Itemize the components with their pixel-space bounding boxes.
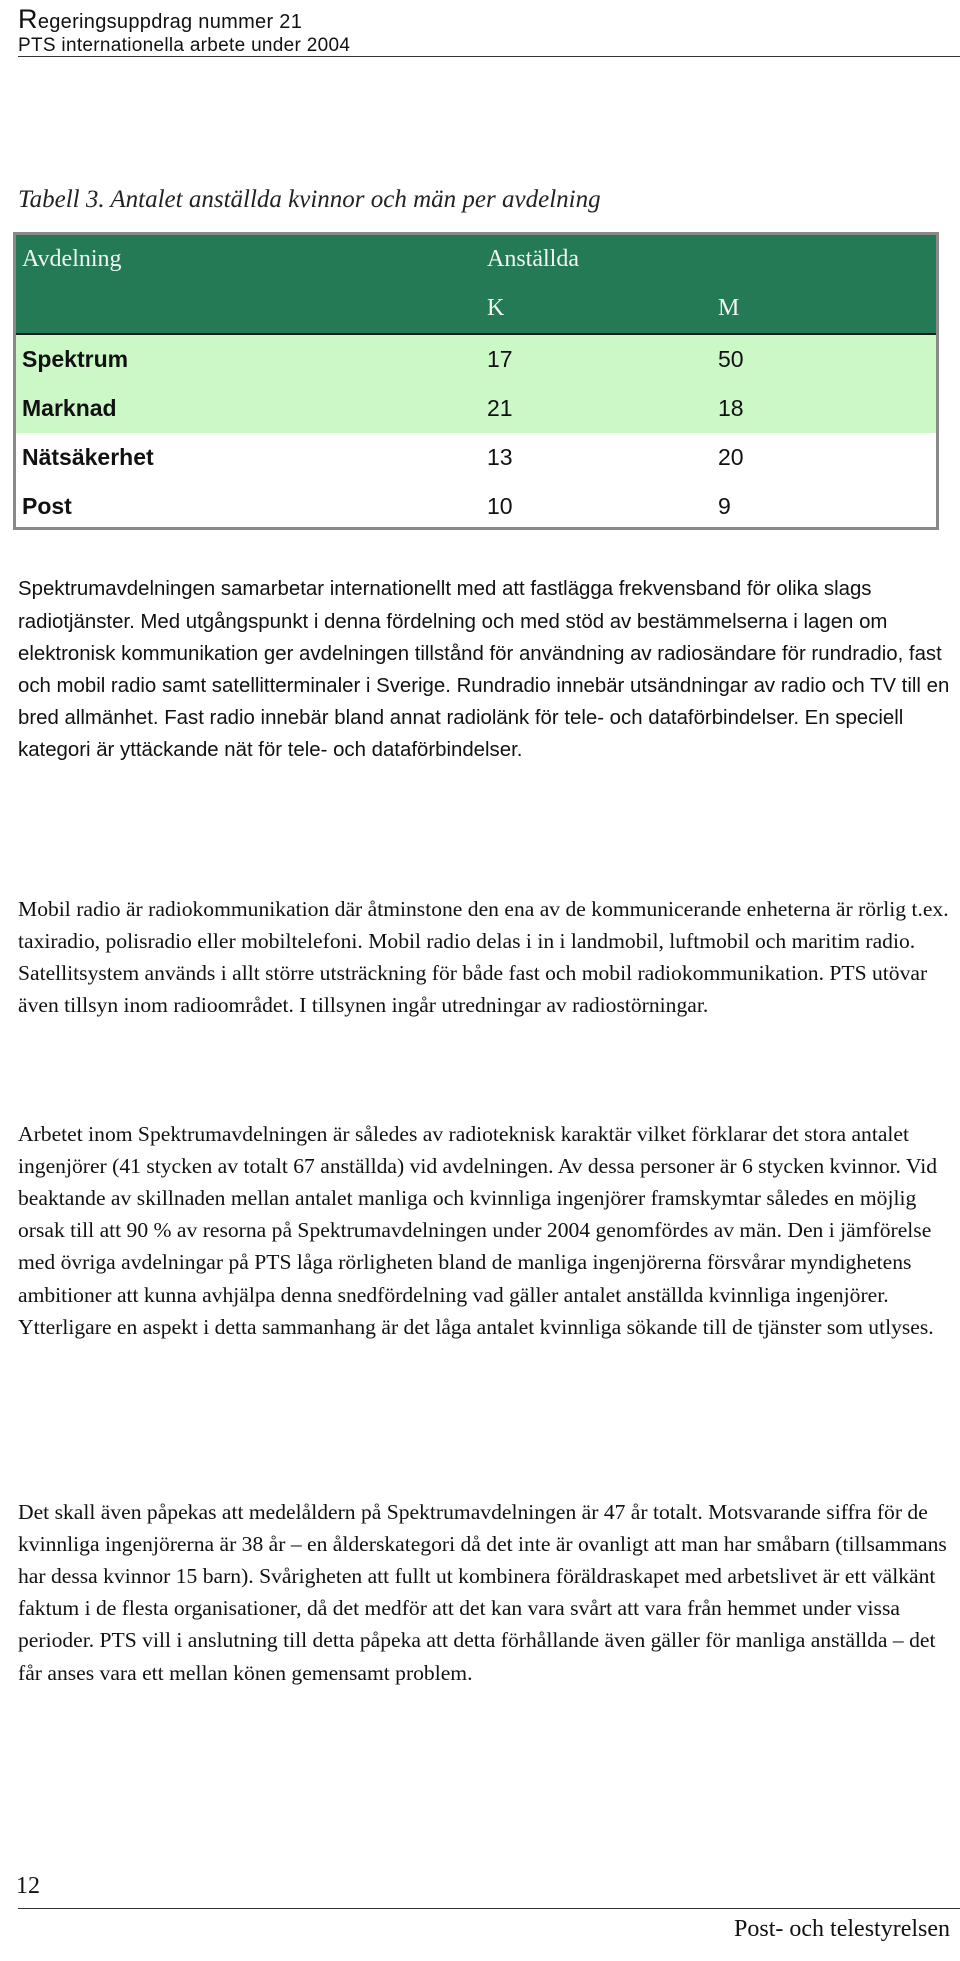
department-name: Spektrum <box>22 346 129 372</box>
men-count: 9 <box>718 493 731 519</box>
paragraph-spektrum: Spektrumavdelningen samarbetar internationellt med att fastlägga frekvensband för olika slags radiotjänster. Med utgångspunkt i denna fördelning och med stöd av bestämmelserna i lagen om elektronisk kommunikation ger avdelningen tillstånd för användning av radiosändare för rundradio, fast och mobil radio samt satellitterminaler i Sverige. Rundradio innebär utsändningar av radio och TV till en bred allmänhet. Fast radio innebär bland annat radiolänk för tele- och dataförbindelser. En speciell kategori är yttäckande nät för tele- och dataförbindelser. <box>18 578 950 762</box>
column-header-department: Avdelning <box>22 246 122 272</box>
paragraph-engineers: Arbetet inom Spektrumavdelningen är således av radioteknisk karaktär vilket förklarar det stora antalet ingenjörer (41 stycken av totalt 67 anställda) vid avdelningen. Av dessa personer är 6 stycken kvinnor. Vid beaktande av skillnaden mellan antalet manliga och kvinnliga ingenjörer framskymtar således en möjlig orsak till att 90 % av resorna på Spektrumavdelningen under 2004 genomfördes av män. Den i jämförelse med övriga avdelningar på PTS låga rörligheten bland de manliga ingenjörerna försvårar myndighetens ambitioner att kunna avhjälpa denna snedfördelning vad gäller antalet anställda kvinnliga ingenjörer. Ytterligare en aspekt i detta sammanhang är det låga antalet kvinnliga sökande till de tjänster som utlyses. <box>18 1121 938 1339</box>
report-title-initial: R <box>18 4 38 34</box>
footer-organization: Post- och telestyrelsen <box>734 1916 950 1942</box>
report-title-rest: egeringsuppdrag nummer 21 <box>37 11 303 33</box>
column-header-men: M <box>718 295 740 321</box>
employees-table <box>13 232 939 530</box>
men-count: 50 <box>718 346 744 372</box>
department-name: Nätsäkerhet <box>22 444 154 470</box>
table-row <box>16 482 936 527</box>
paragraph-average-age: Det skall även påpekas att medelåldern på Spektrumavdelningen är 47 år totalt. Motsvarande siffra för de kvinnliga ingenjörerna är 38 år – en ålderskategori då det inte är ovanligt att man har småbarn (tillsammans har dessa kvinnor 15 barn). Svårigheten att fullt ut kombinera föräldraskapet med arbetslivet är ett välkänt faktum i de flesta organisationer, då det medför att det kan vara svårt att vara från hemmet under vissa perioder. PTS vill i anslutning till detta påpeka att detta förhållande även gäller för manliga anställda – det får anses vara ett mellan könen gemensamt problem. <box>18 1499 947 1685</box>
men-count: 20 <box>718 444 744 470</box>
paragraph-mobile-radio: Mobil radio är radiokommunikation där åtminstone den ena av de kommunicerande enheterna är rörlig t.ex. taxiradio, polisradio eller mobiltelefoni. Mobil radio delas i in i landmobil, luftmobil och maritim radio. Satellitsystem används i allt större utsträckning för både fast och mobil radiokommunikation. PTS utövar även tillsyn inom radioområdet. I tillsynen ingår utredningar av radiostörningar. <box>18 896 949 1018</box>
table-row <box>16 335 936 384</box>
page-header <box>18 6 942 57</box>
column-header-women: K <box>487 295 505 321</box>
table-subheader-row <box>16 284 936 335</box>
table-header-row <box>16 235 936 284</box>
column-header-employees: Anställda <box>487 246 579 272</box>
table-row <box>16 433 936 482</box>
women-count: 17 <box>487 346 513 372</box>
department-name: Post <box>22 493 72 519</box>
footer-divider <box>18 1908 960 1909</box>
men-count: 18 <box>718 395 744 421</box>
women-count: 13 <box>487 444 513 470</box>
women-count: 10 <box>487 493 513 519</box>
women-count: 21 <box>487 395 513 421</box>
page-number: 12 <box>16 1873 40 1899</box>
table-caption: Tabell 3. Antalet anställda kvinnor och män per avdelning <box>18 186 601 213</box>
report-title <box>18 6 942 35</box>
department-name: Marknad <box>22 395 117 421</box>
header-divider <box>18 56 960 57</box>
table-row <box>16 384 936 433</box>
report-subtitle: PTS internationella arbete under 2004 <box>18 35 351 56</box>
